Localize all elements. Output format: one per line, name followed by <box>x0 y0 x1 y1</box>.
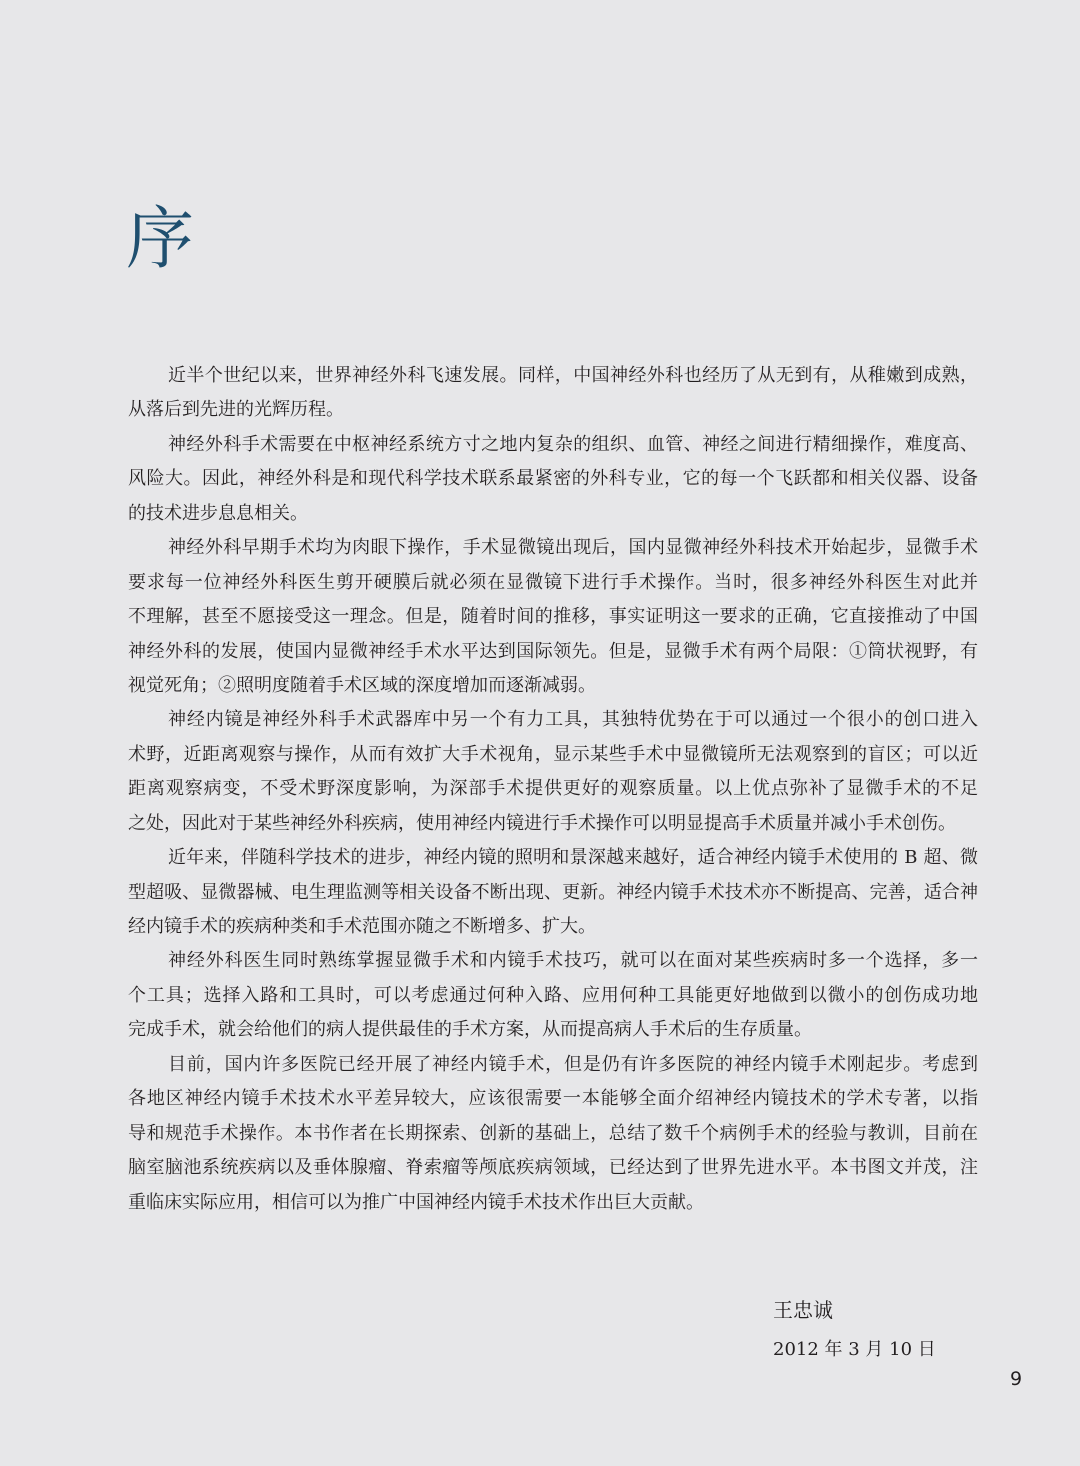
paragraph-line: 导和规范手术操作。本书作者在长期探索、创新的基础上，总结了数千个病例手术的经验与教训，目前在 <box>128 1122 978 1144</box>
paragraph-6 <box>128 944 978 1047</box>
paragraph-line: 神经外科的发展，使国内显微神经手术水平达到国际领先。但是，显微手术有两个局限：①筒状视野，有 <box>128 640 978 662</box>
paragraph-line: 目前，国内许多医院已经开展了神经内镜手术，但是仍有许多医院的神经内镜手术刚起步。考虑到 <box>168 1053 978 1075</box>
paragraph-line: 视觉死角；②照明度随着手术区域的深度增加而逐渐减弱。 <box>128 674 596 696</box>
paragraph-line: 神经内镜是神经外科手术武器库中另一个有力工具，其独特优势在于可以通过一个很小的创口进入 <box>168 709 978 731</box>
paragraph-line: 近半个世纪以来，世界神经外科飞速发展。同样，中国神经外科也经历了从无到有，从稚嫩到成熟， <box>168 365 978 386</box>
paragraph-3 <box>128 531 978 703</box>
paragraph-line: 近年来，伴随科学技术的进步，神经内镜的照明和景深越来越好，适合神经内镜手术使用的 B 超、微 <box>168 847 978 869</box>
paragraph-line: 各地区神经内镜手术技术水平差异较大，应该很需要一本能够全面介绍神经内镜技术的学术专著，以指 <box>128 1088 978 1110</box>
paragraph-line: 重临床实际应用，相信可以为推广中国神经内镜手术技术作出巨大贡献。 <box>128 1191 704 1213</box>
signature-date: 2012 年 3 月 10 日 <box>773 1339 936 1360</box>
paragraph-line: 完成手术，就会给他们的病人提供最佳的手术方案，从而提高病人手术后的生存质量。 <box>128 1019 812 1041</box>
paragraph-line: 不理解，甚至不愿接受这一理念。但是，随着时间的推移，事实证明这一要求的正确，它直接推动了中国 <box>128 606 978 628</box>
paragraph-5 <box>128 841 978 944</box>
signature-author: 王忠诚 <box>773 1298 833 1322</box>
paragraph-1 <box>128 359 978 428</box>
paragraph-4 <box>128 703 978 841</box>
paragraph-line: 经内镜手术的疾病种类和手术范围亦随之不断增多、扩大。 <box>128 916 596 937</box>
paragraph-line: 术野，近距离观察与操作，从而有效扩大手术视角，显示某些手术中显微镜所无法观察到的盲区；可以近 <box>128 743 978 765</box>
paragraph-line: 个工具；选择入路和工具时，可以考虑通过何种入路、应用何种工具能更好地做到以微小的创伤成功地 <box>128 984 978 1006</box>
paragraph-line: 型超吸、显微器械、电生理监测等相关设备不断出现、更新。神经内镜手术技术亦不断提高、完善，适合神 <box>128 881 978 903</box>
paragraph-line: 神经外科早期手术均为肉眼下操作，手术显微镜出现后，国内显微神经外科技术开始起步，显微手术 <box>168 537 978 559</box>
paragraph-7 <box>128 1048 978 1220</box>
paragraph-line: 神经外科手术需要在中枢神经系统方寸之地内复杂的组织、血管、神经之间进行精细操作，难度高、 <box>168 433 978 455</box>
preface-body <box>128 359 978 1220</box>
paragraph-line: 脑室脑池系统疾病以及垂体腺瘤、脊索瘤等颅底疾病领域，已经达到了世界先进水平。本书图文并茂，注 <box>128 1157 978 1179</box>
paragraph-line: 要求每一位神经外科医生剪开硬膜后就必须在显微镜下进行手术操作。当时，很多神经外科医生对此并 <box>128 571 978 593</box>
paragraph-2 <box>128 428 978 531</box>
preface-title: 序 <box>126 200 195 279</box>
paragraph-line: 距离观察病变，不受术野深度影响，为深部手术提供更好的观察质量。以上优点弥补了显微手术的不足 <box>128 778 978 800</box>
paragraph-line: 的技术进步息息相关。 <box>128 502 308 524</box>
page-number: 9 <box>1010 1368 1023 1390</box>
paragraph-line: 之处，因此对于某些神经外科疾病，使用神经内镜进行手术操作可以明显提高手术质量并减小手术创伤。 <box>128 812 956 834</box>
paragraph-line: 从落后到先进的光辉历程。 <box>128 399 344 421</box>
paragraph-line: 神经外科医生同时熟练掌握显微手术和内镜手术技巧，就可以在面对某些疾病时多一个选择，多一 <box>168 950 978 972</box>
paragraph-line: 风险大。因此，神经外科是和现代科学技术联系最紧密的外科专业，它的每一个飞跃都和相关仪器、设备 <box>128 468 978 490</box>
